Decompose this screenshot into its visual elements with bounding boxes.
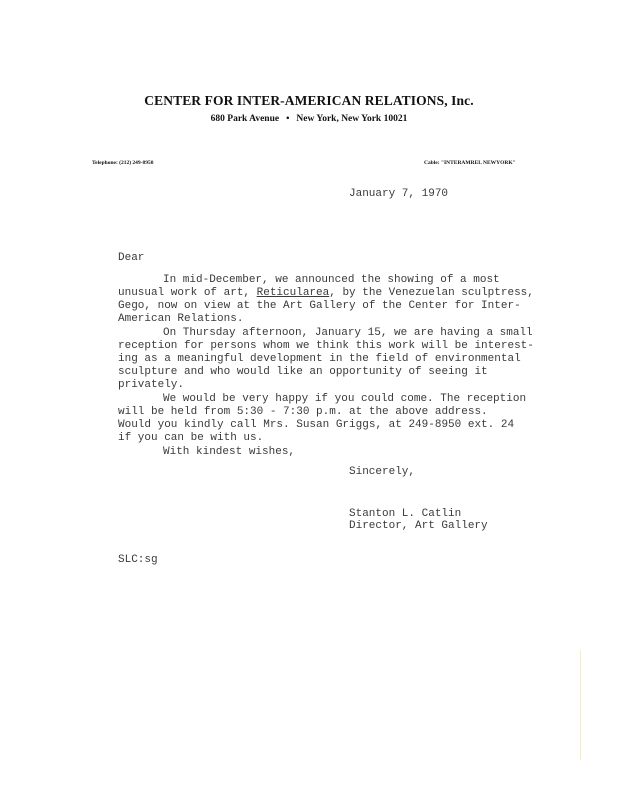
letter-date: January 7, 1970	[349, 188, 449, 200]
address-street: 680 Park Avenue	[210, 114, 280, 124]
paragraph-3-line-1: We would be very happy if you could come. The reception	[163, 393, 527, 405]
organization-address	[0, 114, 618, 124]
paper-edge-mark	[580, 650, 581, 760]
paragraph-1-line-1: In mid-December, we announced the showing of a most	[163, 274, 500, 286]
paragraph-3-line-3: Would you kindly call Mrs. Susan Griggs, at 249-8950 ext. 24	[118, 419, 515, 431]
paragraph-2-line-3: ing as a meaningful development in the field of environmental	[118, 353, 521, 365]
paragraph-1-line-3: Gego, now on view at the Art Gallery of the Center for Inter-	[118, 300, 521, 312]
telephone-line: Telephone: (212) 249-8950	[92, 160, 154, 166]
signatory-title: Director, Art Gallery	[349, 520, 488, 532]
paragraph-3-line-2: will be held from 5:30 - 7:30 p.m. at the above address.	[118, 406, 488, 418]
paragraph-2-line-4: sculpture and who would like an opportunity of seeing it	[118, 366, 488, 378]
paragraph-1-line-2	[118, 287, 534, 300]
address-city: New York, New York 10021	[296, 114, 408, 124]
cable-line: Cable: "INTERAMREL NEWYORK"	[424, 160, 516, 166]
paragraph-3-line-4: if you can be with us.	[118, 432, 264, 444]
closing-wishes: With kindest wishes,	[163, 446, 296, 458]
p1-line2-before: unusual work of art,	[118, 287, 257, 299]
paragraph-2-line-1: On Thursday afternoon, January 15, we are having a small	[163, 327, 533, 339]
paragraph-1-line-4: American Relations.	[118, 313, 244, 325]
organization-name: CENTER FOR INTER-AMERICAN RELATIONS, Inc.	[144, 93, 474, 108]
salutation: Dear	[118, 252, 145, 264]
address-separator: •	[286, 114, 290, 124]
artwork-title: Reticularea	[256, 287, 330, 299]
paragraph-2-line-2: reception for persons whom we think this work will be interest-	[118, 340, 534, 352]
reference-initials: SLC:sg	[118, 554, 158, 566]
paragraph-2-line-5: privately.	[118, 379, 185, 391]
sign-off: Sincerely,	[349, 466, 416, 478]
p1-line2-after: , by the Venezuelan sculptress,	[329, 287, 534, 299]
signatory-name: Stanton L. Catlin	[349, 508, 462, 520]
